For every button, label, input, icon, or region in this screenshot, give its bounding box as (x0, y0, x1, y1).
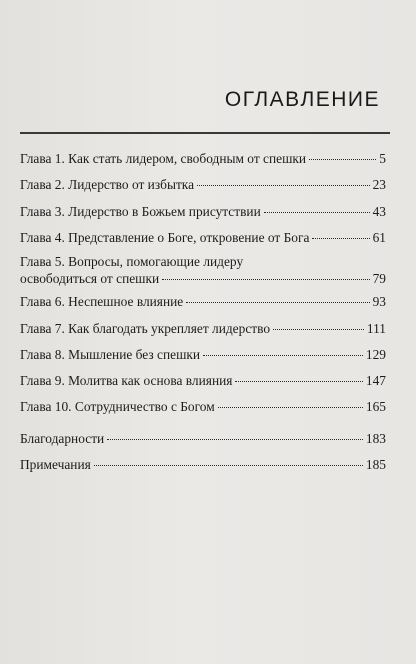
toc-entry-chapter-3 (20, 203, 386, 220)
toc-entry-chapter-6 (20, 293, 386, 310)
toc-page-number: 93 (372, 294, 386, 309)
toc-entry-title: Глава 2. Лидерство от избытка (20, 177, 195, 192)
dot-leader (94, 465, 363, 466)
dot-leader (235, 381, 362, 382)
toc-page-number: 111 (366, 321, 386, 336)
dot-leader (186, 302, 369, 303)
dot-leader (312, 238, 369, 239)
toc-page-number: 5 (379, 151, 386, 166)
toc-page-number: 129 (365, 347, 386, 362)
toc-entry-title: Глава 6. Неспешное влияние (20, 294, 184, 309)
toc-entry-acknowledgements (20, 430, 386, 447)
dot-leader (218, 407, 363, 408)
dot-leader (273, 329, 364, 330)
toc-entry-chapter-10 (20, 398, 386, 415)
title-rule (20, 132, 390, 134)
toc-entry-title: Благодарности (20, 431, 105, 446)
toc-entry-chapter-2 (20, 176, 386, 193)
toc-entry-chapter-4 (20, 229, 386, 246)
toc-entry-title: Примечания (20, 457, 91, 472)
toc-entry-title: Глава 1. Как стать лидером, свободным от спешки (20, 151, 307, 166)
dot-leader (203, 355, 363, 356)
toc-entry-title: Глава 9. Молитва как основа влияния (20, 373, 233, 388)
toc-page-number: 185 (365, 457, 386, 472)
toc-entry-title: Глава 4. Представление о Боге, откровение от Бога (20, 230, 310, 245)
toc-entry-chapter-9 (20, 372, 386, 389)
toc-entry-title: Глава 7. Как благодать укрепляет лидерство (20, 321, 271, 336)
toc-entry-title-continued: освободиться от спешки (20, 271, 160, 286)
toc-entry-chapter-5 (20, 253, 386, 287)
page-title: ОГЛАВЛЕНИЕ (224, 88, 380, 111)
toc-entry-title: Глава 5. Вопросы, помогающие лидеру (20, 254, 244, 269)
dot-leader (197, 185, 370, 186)
toc-page-number: 183 (365, 431, 386, 446)
toc-page-number: 147 (365, 373, 386, 388)
toc-entry-chapter-1 (20, 150, 386, 167)
toc-page-number: 61 (372, 230, 386, 245)
toc-entry-title: Глава 10. Сотрудничество с Богом (20, 399, 215, 414)
toc-entry-chapter-7 (20, 320, 386, 337)
toc-page-number: 165 (365, 399, 386, 414)
toc-page-number: 23 (372, 177, 386, 192)
dot-leader (107, 439, 363, 440)
toc-page-number: 43 (372, 204, 386, 219)
dot-leader (264, 212, 370, 213)
toc-entry-title: Глава 3. Лидерство в Божьем присутствии (20, 204, 261, 219)
toc-entry-title: Глава 8. Мышление без спешки (20, 347, 201, 362)
dot-leader (162, 279, 369, 280)
dot-leader (309, 159, 376, 160)
toc-page-number: 79 (372, 271, 386, 286)
toc-entry-chapter-8 (20, 346, 386, 363)
toc-entry-notes (20, 456, 386, 473)
